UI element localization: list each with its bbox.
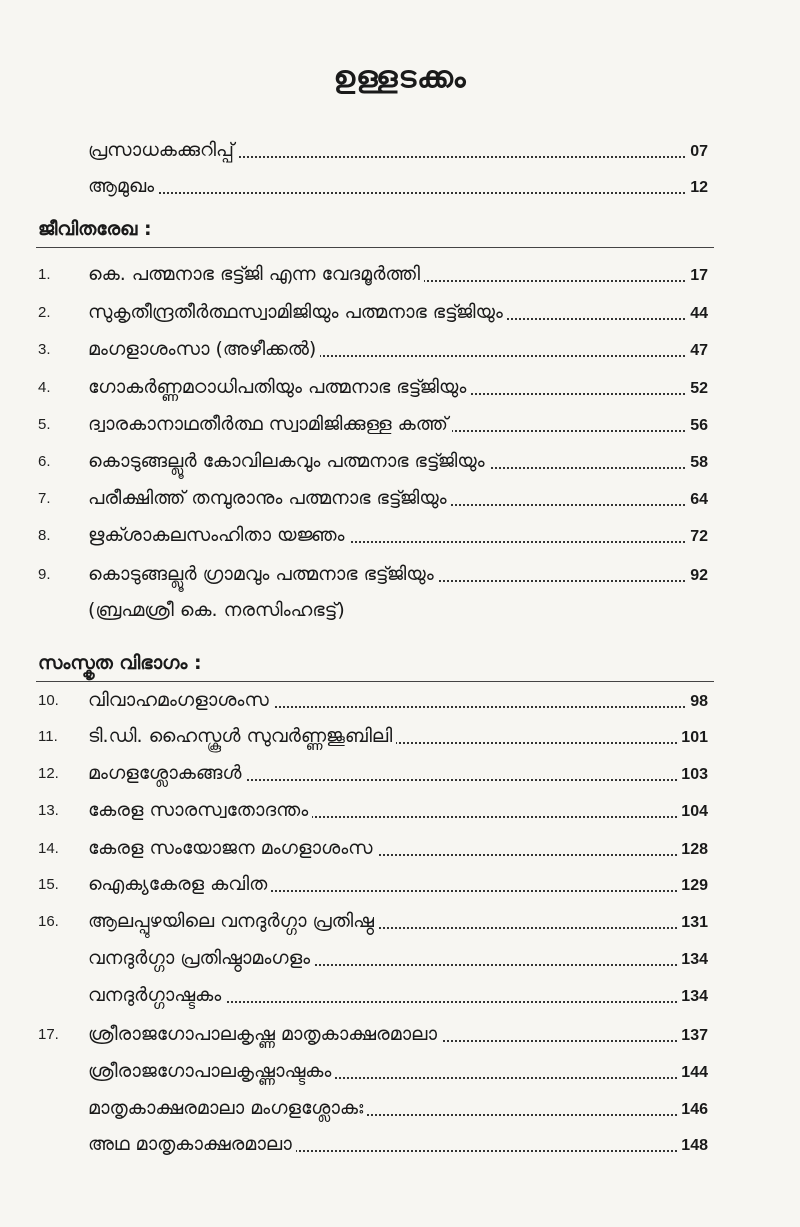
toc-page-number: 52 <box>686 381 708 397</box>
toc-page-number: 103 <box>677 767 708 783</box>
toc-entry[interactable] <box>0 899 800 933</box>
toc-page-number: 128 <box>677 842 708 858</box>
toc-page-number: 146 <box>677 1102 708 1118</box>
toc-entry-number: 11. <box>38 728 58 745</box>
toc-page-number: 58 <box>686 455 708 471</box>
toc-entry-text: കേരള സംയോജന മംഗളാശംസ <box>88 839 377 858</box>
toc-entry-text: കൊടുങ്ങല്ലൂർ ഗ്രാമവും പത്മനാഭ ഭട്ട്ജിയും <box>88 565 438 584</box>
toc-entry[interactable] <box>0 788 800 822</box>
toc-entry[interactable] <box>0 1086 800 1120</box>
toc-entry-text: ശ്രീരാജഗോപാലകൃഷ്ണ മാതൃകാക്ഷരമാലാ <box>88 1025 441 1044</box>
toc-entry-number: 17. <box>38 1026 59 1043</box>
toc-page-number: 148 <box>677 1138 708 1154</box>
toc-entry[interactable] <box>0 714 800 748</box>
toc-entry-preface[interactable] <box>0 128 800 162</box>
toc-entry-text: ശ്രീരാജഗോപാലകൃഷ്ണാഷ്ടകം <box>88 1062 335 1081</box>
toc-entry[interactable] <box>0 327 800 361</box>
toc-entry-text: ആലപ്പുഴയിലെ വനദുർഗ്ഗാ പ്രതിഷ്ഠ <box>88 912 378 931</box>
toc-entry[interactable] <box>0 252 800 286</box>
section-heading-biography: ജീവിതരേഖ : <box>38 218 152 240</box>
toc-entry[interactable] <box>0 678 800 712</box>
toc-page-number: 98 <box>686 694 708 710</box>
toc-entry-text: മംഗളശ്ലോകങ്ങൾ <box>88 764 245 783</box>
dot-leader <box>88 192 688 194</box>
toc-page-number: 134 <box>677 952 708 968</box>
toc-page-number: 64 <box>686 492 708 508</box>
toc-entry-text: പരീക്ഷിത്ത് തമ്പുരാനും പത്മനാഭ ഭട്ട്ജിയും <box>88 489 451 508</box>
section-heading-sanskrit: സംസ്കൃത വിഭാഗം : <box>38 652 202 674</box>
toc-entry[interactable] <box>0 1049 800 1083</box>
toc-page-number: 131 <box>677 915 708 931</box>
toc-entry-text: വനദുർഗ്ഗാഷ്ടകം <box>88 986 225 1005</box>
toc-entry-number: 5. <box>38 416 51 433</box>
toc-entry-text: മാതൃകാക്ഷരമാലാ മംഗളശ്ലോകഃ <box>88 1099 367 1118</box>
toc-page-number: 17 <box>686 268 708 284</box>
toc-entry[interactable] <box>0 290 800 324</box>
toc-entry-number: 16. <box>38 913 59 930</box>
toc-entry[interactable] <box>0 751 800 785</box>
toc-page-number: 134 <box>677 989 708 1005</box>
toc-entry-number: 14. <box>38 840 59 857</box>
toc-page-number: 44 <box>686 306 708 322</box>
toc-entry[interactable] <box>0 439 800 473</box>
toc-entry-number: 15. <box>38 876 59 893</box>
toc-entry[interactable] <box>0 862 800 896</box>
toc-entry[interactable] <box>0 1122 800 1156</box>
toc-entry-number: 10. <box>38 692 59 709</box>
toc-entry[interactable] <box>0 936 800 970</box>
toc-entry-text: കൊടുങ്ങല്ലൂർ കോവിലകവും പത്മനാഭ ഭട്ട്ജിയും <box>88 452 489 471</box>
toc-page-number: 101 <box>677 730 708 746</box>
toc-entry-number: 8. <box>38 527 51 544</box>
toc-entry[interactable] <box>0 1012 800 1046</box>
toc-entry-text: ഗോകർണ്ണമഠാധിപതിയും പത്മനാഭ ഭട്ട്ജിയും <box>88 378 470 397</box>
toc-entry[interactable] <box>0 513 800 547</box>
toc-page-number: 56 <box>686 418 708 434</box>
toc-entry-text: (ബ്രഹ്മശ്രീ കെ. നരസിംഹഭട്ട്) <box>88 601 349 620</box>
toc-entry[interactable] <box>0 402 800 436</box>
section-rule <box>36 247 714 248</box>
toc-entry-number: 2. <box>38 304 51 321</box>
toc-entry-number: 12. <box>38 765 59 782</box>
toc-entry-text: മംഗളാശംസാ (അഴീക്കൽ) <box>88 340 320 359</box>
toc-entry-text: ഐക്യകേരള കവിത <box>88 875 271 894</box>
toc-entry-number: 13. <box>38 802 59 819</box>
toc-entry-continuation <box>0 588 800 622</box>
toc-entry-text: ടി.ഡി. ഹൈസ്കൂൾ സുവർണ്ണജൂബിലി <box>88 727 396 746</box>
toc-entry-text: വനദുർഗ്ഗാ പ്രതിഷ്ഠാമംഗളം <box>88 949 314 968</box>
toc-entry-text: കെ. പത്മനാഭ ഭട്ട്ജി എന്ന വേദമൂർത്തി <box>88 265 424 284</box>
toc-entry-introduction[interactable] <box>0 164 800 198</box>
toc-page-number: 144 <box>677 1065 708 1081</box>
toc-page-number: 129 <box>677 878 708 894</box>
toc-entry-number: 9. <box>38 566 51 583</box>
toc-page-number: 12 <box>686 180 708 196</box>
toc-page-number: 07 <box>686 144 708 160</box>
page-title: ഉള്ളടക്കം <box>333 60 467 95</box>
toc-entry[interactable] <box>0 552 800 586</box>
toc-entry-number: 6. <box>38 453 51 470</box>
toc-entry-text: ഋക്ശാകലസംഹിതാ യജ്ഞം <box>88 526 349 545</box>
toc-entry-text: പ്രസാധകക്കുറിപ്പ് <box>88 141 238 160</box>
toc-entry-text: സുകൃതീന്ദ്രതീർത്ഥസ്വാമിജിയും പത്മനാഭ ഭട്ട്ജിയും <box>88 303 507 322</box>
toc-page-number: 104 <box>677 804 708 820</box>
toc-entry-number: 7. <box>38 490 51 507</box>
toc-entry[interactable] <box>0 365 800 399</box>
toc-entry[interactable] <box>0 973 800 1007</box>
toc-entry-text: ആമുഖം <box>88 177 158 196</box>
toc-entry-number: 3. <box>38 341 51 358</box>
toc-page-number: 72 <box>686 529 708 545</box>
toc-entry[interactable] <box>0 826 800 860</box>
toc-entry-number: 4. <box>38 379 51 396</box>
toc-page-number: 47 <box>686 343 708 359</box>
toc-entry-number: 1. <box>38 266 51 283</box>
toc-entry-text: അഥ മാതൃകാക്ഷരമാലാ <box>88 1135 296 1154</box>
toc-entry-text: ദ്വാരകാനാഥതീർത്ഥ സ്വാമിജിക്കുള്ള കത്ത് <box>88 415 452 434</box>
toc-entry-text: കേരള സാരസ്വതോദന്തം <box>88 801 312 820</box>
toc-page-number: 137 <box>677 1028 708 1044</box>
toc-entry[interactable] <box>0 476 800 510</box>
toc-page-number: 92 <box>686 568 708 584</box>
toc-entry-text: വിവാഹമംഗളാശംസ <box>88 691 273 710</box>
